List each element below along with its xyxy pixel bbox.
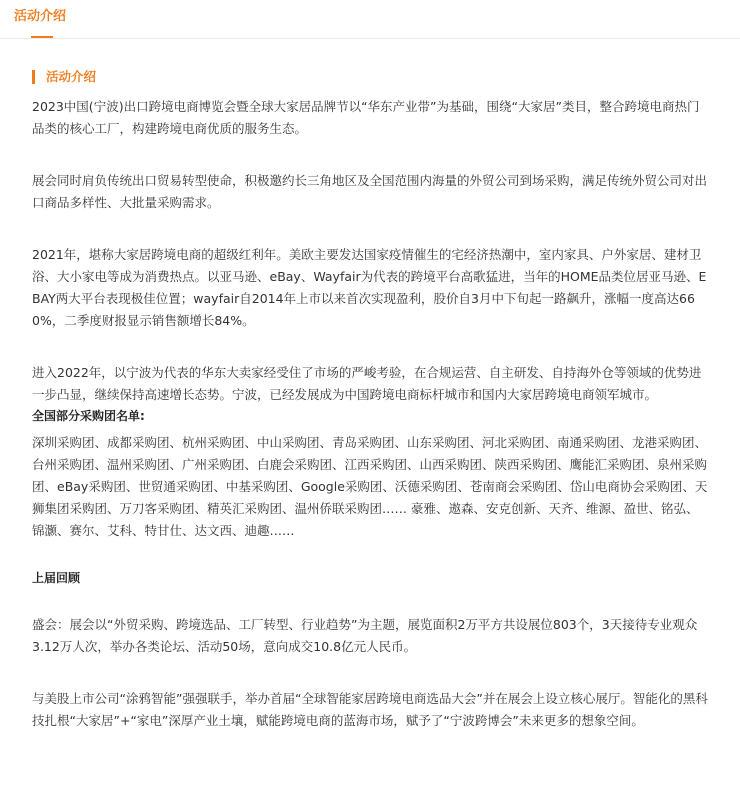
- intro-paragraph-4: 进入2022年，以宁波为代表的华东大卖家经受住了市场的严峻考验，在合规运营、自主研发、自持海外仓等领域的优势进一步凸显，继续保持高速增长态势。宁波，已经发展成为中国跨境电商标杆城市和国内大家居跨境电商领军城市。: [32, 365, 702, 402]
- intro-paragraph-2: 展会同时肩负传统出口贸易转型使命，积极邀约长三角地区及全国范围内海量的外贸公司到场采购，满足传统外贸公司对出口商品多样性、大批量采购需求。: [32, 173, 708, 210]
- intro-paragraph-3: 2021年，堪称大家居跨境电商的超级红利年。美欧主要发达国家疫情催生的宅经济热潮中，室内家具、户外家居、建材卫浴、大小家电等成为消费热点。以亚马逊、eBay、Wayfair为代表的跨境平台高歌猛进，当年的HOME品类位居亚马逊、EBAY两大平台表现极佳位置；wayfair自2014年上市以来首次实现盈利，股价自3月中下旬起一路飙升，涨幅一度高达660%，二季度财报显示销售额增长84%。: [32, 247, 707, 328]
- intro-paragraph-1: 2023中国(宁波)出口跨境电商博览会暨全球大家居品牌节以“华东产业带”为基础，围绕“大家居”类目，整合跨境电商热门品类的核心工厂，构建跨境电商优质的服务生态。: [32, 99, 700, 136]
- buyer-groups-list: 深圳采购团、成都采购团、杭州采购团、中山采购团、青岛采购团、山东采购团、河北采购团、南通采购团、龙港采购团、台州采购团、温州采购团、广州采购团、白鹿会采购团、江西采购团、山西采购团、陕西采购团、鹰能汇采购团、泉州采购团、eBay采购团、世贸通采购团、中基采购团、Google采购团、沃德采购团、苍南商会采购团、岱山电商协会采购团、天狮集团采购团、万刀客采购团、精英汇采购团、温州侨联采购团…… 豪雅、遨森、安克创新、天齐、维源、盈世、铭弘、锦灏、赛尔、艾科、特甘仕、达文西、迪趣……: [32, 435, 708, 538]
- buyer-groups-label: 全国部分采购团名单:: [32, 409, 145, 423]
- tab-activity-intro[interactable]: 活动介绍: [14, 9, 67, 24]
- review-paragraph-1: 盛会：展会以“外贸采购、跨境选品、工厂转型、行业趋势”为主题，展览面积2万平方共设展位803个，3天接待专业观众3.12万人次，举办各类论坛、活动50场，意向成交10.8亿元人民币。: [32, 617, 698, 654]
- section-accent-bar: [32, 70, 35, 84]
- tab-active-indicator: [31, 36, 53, 38]
- article-content: [32, 96, 708, 732]
- review-paragraph-2: 与美股上市公司“涂鸦智能”强强联手，举办首届“全球智能家居跨境电商选品大会”并在展会上设立核心展厅。智能化的黑科技扎根“大家居”+“家电”深厚产业土壤，赋能跨境电商的蓝海市场，赋予了“宁波跨博会”未来更多的想象空间。: [32, 691, 708, 728]
- section-title: 活动介绍: [46, 69, 97, 84]
- review-label: 上届回顾: [32, 571, 81, 585]
- tab-bar: [0, 0, 740, 39]
